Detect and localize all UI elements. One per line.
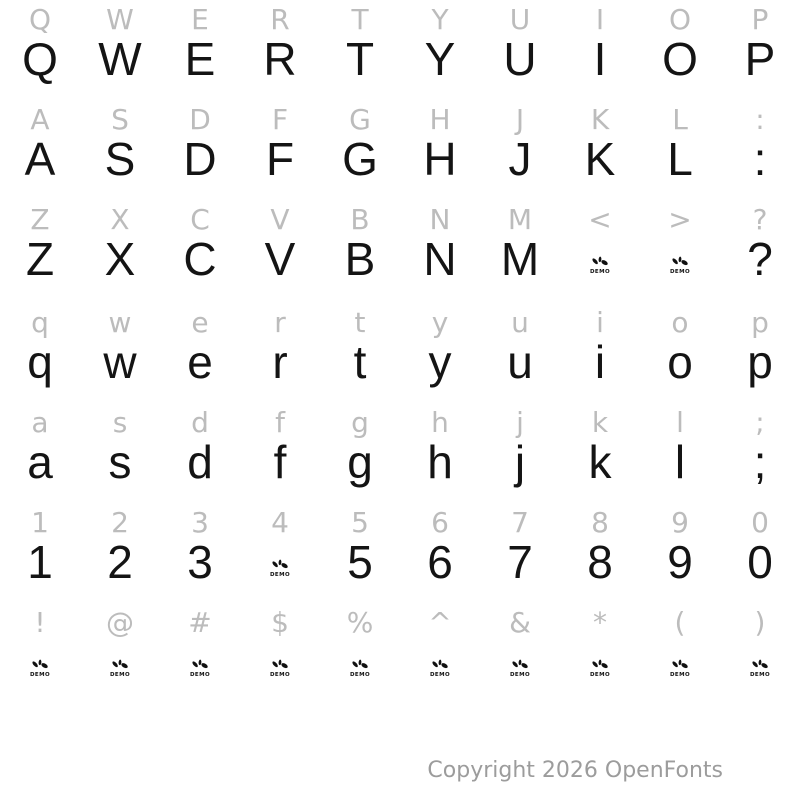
demo-label: DEMO bbox=[189, 671, 211, 678]
glyph-large: q bbox=[27, 336, 53, 388]
large-specimen-row bbox=[0, 233, 800, 285]
glyph-large: 3 bbox=[187, 536, 213, 588]
demo-label: DEMO bbox=[349, 671, 371, 678]
glyph-large: J bbox=[508, 133, 532, 185]
glyph-small: J bbox=[515, 103, 525, 136]
demo-label: DEMO bbox=[749, 671, 771, 678]
large-specimen-row bbox=[0, 637, 800, 685]
demo-fleuron-icon bbox=[669, 659, 691, 672]
glyph-small: f bbox=[275, 406, 285, 439]
glyph-row-group bbox=[0, 100, 800, 200]
glyph-large: h bbox=[427, 436, 453, 488]
glyph-small: V bbox=[270, 203, 290, 236]
glyph-large: 7 bbox=[507, 536, 533, 588]
glyph-small: 7 bbox=[511, 506, 529, 539]
glyph-small: F bbox=[271, 103, 289, 136]
glyph-small: $ bbox=[271, 606, 289, 639]
glyph-row-group bbox=[0, 403, 800, 503]
glyph-large: g bbox=[347, 436, 373, 488]
glyph-small: & bbox=[509, 606, 531, 639]
glyph-large: F bbox=[265, 133, 295, 185]
glyph-large: O bbox=[662, 33, 698, 85]
glyph-small: 3 bbox=[191, 506, 209, 539]
glyph-small: B bbox=[350, 203, 370, 236]
glyph-large: d bbox=[187, 436, 213, 488]
small-reference-row bbox=[0, 503, 800, 537]
glyph-small: 5 bbox=[351, 506, 369, 539]
glyph-small: Q bbox=[28, 3, 52, 36]
small-reference-row bbox=[0, 100, 800, 134]
glyph-row-group bbox=[0, 200, 800, 300]
glyph-small: C bbox=[190, 203, 210, 236]
glyph-large: R bbox=[263, 33, 297, 85]
glyph-small: 6 bbox=[431, 506, 449, 539]
glyph-small: H bbox=[429, 103, 451, 136]
glyph-large: : bbox=[753, 133, 767, 185]
glyph-large: A bbox=[24, 133, 56, 185]
glyph-large: s bbox=[108, 436, 132, 488]
glyph-large: X bbox=[104, 233, 136, 285]
demo-fleuron-icon bbox=[29, 659, 51, 672]
glyph-large: Q bbox=[22, 33, 58, 85]
glyph-large: B bbox=[344, 233, 376, 285]
glyph-small: w bbox=[108, 306, 132, 339]
demo-fleuron-icon bbox=[589, 659, 611, 672]
glyph-small: e bbox=[191, 306, 209, 339]
glyph-small: # bbox=[188, 606, 212, 639]
demo-fleuron-icon bbox=[269, 559, 291, 572]
small-reference-row bbox=[0, 403, 800, 437]
glyph-small: ^ bbox=[428, 606, 452, 639]
glyph-small: E bbox=[191, 3, 209, 36]
glyph-small: s bbox=[112, 406, 128, 439]
large-specimen-row bbox=[0, 436, 800, 488]
glyph-small: i bbox=[596, 306, 604, 339]
large-specimen-row bbox=[0, 133, 800, 185]
demo-placeholder-glyph bbox=[269, 659, 291, 679]
demo-fleuron-icon bbox=[589, 256, 611, 269]
demo-placeholder-glyph bbox=[589, 659, 611, 679]
small-reference-row bbox=[0, 603, 800, 637]
demo-label: DEMO bbox=[589, 671, 611, 678]
demo-label: DEMO bbox=[109, 671, 131, 678]
small-reference-row bbox=[0, 303, 800, 337]
small-reference-row bbox=[0, 200, 800, 234]
glyph-small: ( bbox=[674, 606, 686, 639]
demo-placeholder-glyph bbox=[749, 659, 771, 679]
glyph-large: K bbox=[584, 133, 616, 185]
glyph-row-group bbox=[0, 303, 800, 403]
glyph-large: k bbox=[588, 436, 612, 488]
demo-fleuron-icon bbox=[669, 256, 691, 269]
glyph-large: W bbox=[98, 33, 142, 85]
glyph-small: A bbox=[30, 103, 50, 136]
glyph-large: u bbox=[507, 336, 533, 388]
glyph-large: 9 bbox=[667, 536, 693, 588]
demo-label: DEMO bbox=[269, 671, 291, 678]
glyph-large: o bbox=[667, 336, 693, 388]
demo-placeholder-glyph bbox=[349, 659, 371, 679]
glyph-small: K bbox=[590, 103, 610, 136]
glyph-small: L bbox=[672, 103, 688, 136]
glyph-large: L bbox=[667, 133, 693, 185]
glyph-small: Z bbox=[30, 203, 50, 236]
demo-placeholder-glyph bbox=[109, 659, 131, 679]
glyph-small: N bbox=[429, 203, 451, 236]
glyph-small: R bbox=[270, 3, 290, 36]
glyph-small: : bbox=[755, 103, 765, 136]
glyph-large: E bbox=[184, 33, 216, 85]
glyph-large: r bbox=[272, 336, 288, 388]
glyph-small: M bbox=[507, 203, 533, 236]
glyph-small: < bbox=[588, 203, 612, 236]
glyph-small: u bbox=[511, 306, 529, 339]
glyph-large: Y bbox=[424, 33, 456, 85]
glyph-large: l bbox=[674, 436, 686, 488]
glyph-large: U bbox=[503, 33, 537, 85]
glyph-small: k bbox=[591, 406, 609, 439]
copyright-text: Copyright 2026 OpenFonts bbox=[427, 758, 723, 783]
demo-fleuron-icon bbox=[349, 659, 371, 672]
glyph-large: a bbox=[27, 436, 53, 488]
demo-label: DEMO bbox=[669, 268, 691, 275]
glyph-large: f bbox=[273, 436, 287, 488]
glyph-row-group bbox=[0, 503, 800, 603]
glyph-large: 1 bbox=[27, 536, 53, 588]
glyph-large: 6 bbox=[427, 536, 453, 588]
demo-label: DEMO bbox=[269, 571, 291, 578]
glyph-large: C bbox=[183, 233, 217, 285]
glyph-large: M bbox=[500, 233, 540, 285]
glyph-small: t bbox=[354, 306, 366, 339]
glyph-large: P bbox=[744, 33, 776, 85]
glyph-large: t bbox=[353, 336, 367, 388]
glyph-small: ! bbox=[34, 606, 46, 639]
glyph-small: q bbox=[31, 306, 49, 339]
glyph-small: 9 bbox=[671, 506, 689, 539]
demo-placeholder-glyph bbox=[189, 659, 211, 679]
glyph-small: > bbox=[668, 203, 692, 236]
glyph-small: ? bbox=[752, 203, 768, 236]
glyph-small: d bbox=[191, 406, 209, 439]
demo-placeholder-glyph bbox=[429, 659, 451, 679]
glyph-large: 5 bbox=[347, 536, 373, 588]
glyph-small: P bbox=[751, 3, 769, 36]
glyph-small: a bbox=[31, 406, 49, 439]
glyph-large: S bbox=[104, 133, 136, 185]
demo-label: DEMO bbox=[509, 671, 531, 678]
glyph-large: j bbox=[514, 436, 526, 488]
demo-placeholder-glyph bbox=[669, 256, 691, 276]
glyph-large: T bbox=[345, 33, 375, 85]
demo-placeholder-glyph bbox=[669, 659, 691, 679]
glyph-large: e bbox=[187, 336, 213, 388]
glyph-large: H bbox=[423, 133, 457, 185]
glyph-small: p bbox=[751, 306, 769, 339]
glyph-small: * bbox=[593, 606, 607, 639]
demo-label: DEMO bbox=[429, 671, 451, 678]
glyph-large: w bbox=[103, 336, 137, 388]
glyph-large: ? bbox=[747, 233, 773, 285]
glyph-large: p bbox=[747, 336, 773, 388]
glyph-small: 4 bbox=[271, 506, 289, 539]
demo-label: DEMO bbox=[589, 268, 611, 275]
glyph-large: G bbox=[342, 133, 378, 185]
glyph-large: D bbox=[183, 133, 217, 185]
demo-fleuron-icon bbox=[109, 659, 131, 672]
glyph-small: G bbox=[349, 103, 371, 136]
glyph-small: @ bbox=[106, 606, 134, 639]
demo-label: DEMO bbox=[29, 671, 51, 678]
glyph-small: 1 bbox=[31, 506, 49, 539]
glyph-large: Z bbox=[25, 233, 55, 285]
glyph-small: 0 bbox=[751, 506, 769, 539]
glyph-small: o bbox=[671, 306, 689, 339]
glyph-small: X bbox=[110, 203, 130, 236]
glyph-small: ; bbox=[755, 406, 765, 439]
glyph-row-group bbox=[0, 0, 800, 100]
glyph-large: I bbox=[593, 33, 607, 85]
glyph-small: 2 bbox=[111, 506, 129, 539]
demo-label: DEMO bbox=[669, 671, 691, 678]
demo-fleuron-icon bbox=[269, 659, 291, 672]
glyph-large: 2 bbox=[107, 536, 133, 588]
glyph-small: y bbox=[431, 306, 449, 339]
demo-placeholder-glyph bbox=[589, 256, 611, 276]
glyph-large: N bbox=[423, 233, 457, 285]
demo-fleuron-icon bbox=[189, 659, 211, 672]
glyph-small: U bbox=[509, 3, 531, 36]
glyph-large: y bbox=[428, 336, 452, 388]
glyph-small: S bbox=[111, 103, 129, 136]
glyph-large: 8 bbox=[587, 536, 613, 588]
demo-fleuron-icon bbox=[429, 659, 451, 672]
glyph-row-group bbox=[0, 603, 800, 703]
glyph-small: O bbox=[668, 3, 692, 36]
large-specimen-row bbox=[0, 336, 800, 388]
demo-placeholder-glyph bbox=[509, 659, 531, 679]
glyph-small: l bbox=[676, 406, 684, 439]
large-specimen-row bbox=[0, 536, 800, 588]
glyph-small: j bbox=[516, 406, 524, 439]
glyph-small: Y bbox=[431, 3, 449, 36]
glyph-small: W bbox=[106, 3, 134, 36]
glyph-small: I bbox=[595, 3, 605, 36]
small-reference-row bbox=[0, 0, 800, 34]
glyph-large: V bbox=[264, 233, 296, 285]
glyph-small: g bbox=[351, 406, 369, 439]
glyph-large: ; bbox=[753, 436, 767, 488]
demo-placeholder-glyph bbox=[269, 559, 291, 579]
demo-fleuron-icon bbox=[749, 659, 771, 672]
demo-fleuron-icon bbox=[509, 659, 531, 672]
large-specimen-row bbox=[0, 33, 800, 85]
glyph-small: r bbox=[274, 306, 286, 339]
glyph-large: 0 bbox=[747, 536, 773, 588]
glyph-small: 8 bbox=[591, 506, 609, 539]
glyph-small: ) bbox=[754, 606, 766, 639]
demo-placeholder-glyph bbox=[29, 659, 51, 679]
glyph-small: T bbox=[351, 3, 369, 36]
glyph-small: D bbox=[189, 103, 211, 136]
glyph-small: h bbox=[431, 406, 449, 439]
glyph-large: i bbox=[594, 336, 606, 388]
glyph-small: % bbox=[346, 606, 374, 639]
